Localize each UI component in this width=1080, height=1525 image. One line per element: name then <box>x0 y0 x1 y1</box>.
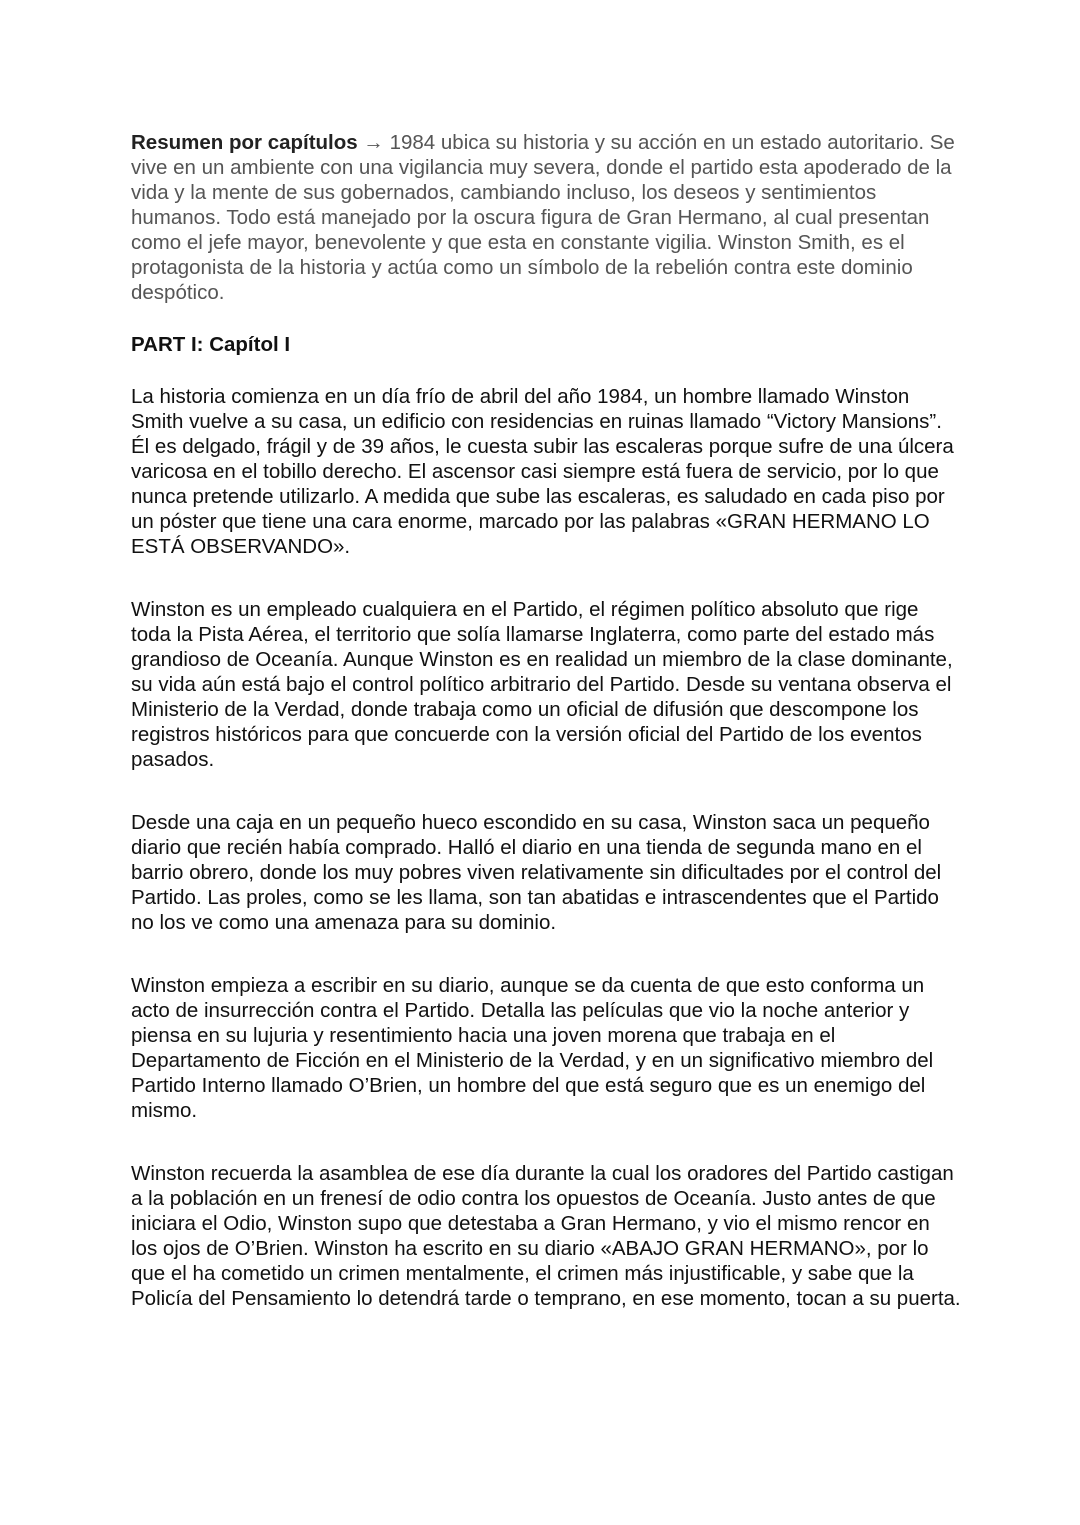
paragraph-1: La historia comienza en un día frío de abril del año 1984, un hombre llamado Winston Smith vuelve a su casa, un edificio con residencias en ruinas llamado “Victory Mansions”. Él es delgado, frágil y de 39 años, le cuesta subir las escaleras porque sufre de una úlcera varicosa en el tobillo derecho. El ascensor casi siempre está fuera de servicio, por lo que nunca pretende utilizarlo. A medida que sube las escaleras, es saludado en cada piso por un póster que tiene una cara enorme, marcado por las palabras «GRAN HERMANO LO ESTÁ OBSERVANDO». <box>131 385 954 558</box>
section-heading: PART I: Capítol I <box>131 333 291 356</box>
arrow-glyph: → <box>357 131 390 154</box>
paragraph-5: Winston recuerda la asamblea de ese día durante la cual los oradores del Partido castigan a la población en un frenesí de odio contra los opuestos de Oceanía. Justo antes de que iniciara el Odio, Winston supo que detestaba a Gran Hermano, y vio el mismo rencor en los ojos de O’Brien. Winston ha escrito en su diario «ABAJO GRAN HERMANO», por lo que el ha cometido un crimen mentalmente, el crimen más injustificable, y sabe que la Policía del Pensamiento lo detendrá tarde o temprano, en ese momento, tocan a su puerta. <box>131 1162 961 1310</box>
paragraph-4: Winston empieza a escribir en su diario, aunque se da cuenta de que esto conforma un acto de insurrección contra el Partido. Detalla las películas que vio la noche anterior y piensa en su lujuria y resentimiento hacia una joven morena que trabaja en el Departamento de Ficción en el Ministerio de la Verdad, y en un significativo miembro del Partido Interno llamado O’Brien, un hombre del que está seguro que es un enemigo del mismo. <box>131 974 934 1122</box>
document-body <box>131 130 961 1311</box>
intro-text: 1984 ubica su historia y su acción en un estado autoritario. Se vive en un ambiente con una vigilancia muy severa, donde el partido esta apoderado de la vida y la mente de sus gobernados, cambiando incluso, los deseos y sentimientos humanos. Todo está manejado por la oscura figura de Gran Hermano, al cual presentan como el jefe mayor, benevolente y que esta en constante vigilia. Winston Smith, es el protagonista de la historia y actúa como un símbolo de la rebelión contra este dominio despótico. <box>131 131 955 304</box>
intro-lead: Resumen por capítulos <box>131 131 358 154</box>
intro-paragraph <box>131 130 961 305</box>
paragraph-3: Desde una caja en un pequeño hueco escondido en su casa, Winston saca un pequeño diario que recién había comprado. Halló el diario en una tienda de segunda mano en el barrio obrero, donde los muy pobres viven relativamente sin dificultades por el control del Partido. Las proles, como se les llama, son tan abatidas e intrascendentes que el Partido no los ve como una amenaza para su dominio. <box>131 811 942 934</box>
paragraph-2: Winston es un empleado cualquiera en el Partido, el régimen político absoluto que rige toda la Pista Aérea, el territorio que solía llamarse Inglaterra, como parte del estado más grandioso de Oceanía. Aunque Winston es en realidad un miembro de la clase dominante, su vida aún está bajo el control político arbitrario del Partido. Desde su ventana observa el Ministerio de la Verdad, donde trabaja como un oficial de difusión que descompone los registros históricos para que concuerde con la versión oficial del Partido de los eventos pasados. <box>131 598 953 771</box>
